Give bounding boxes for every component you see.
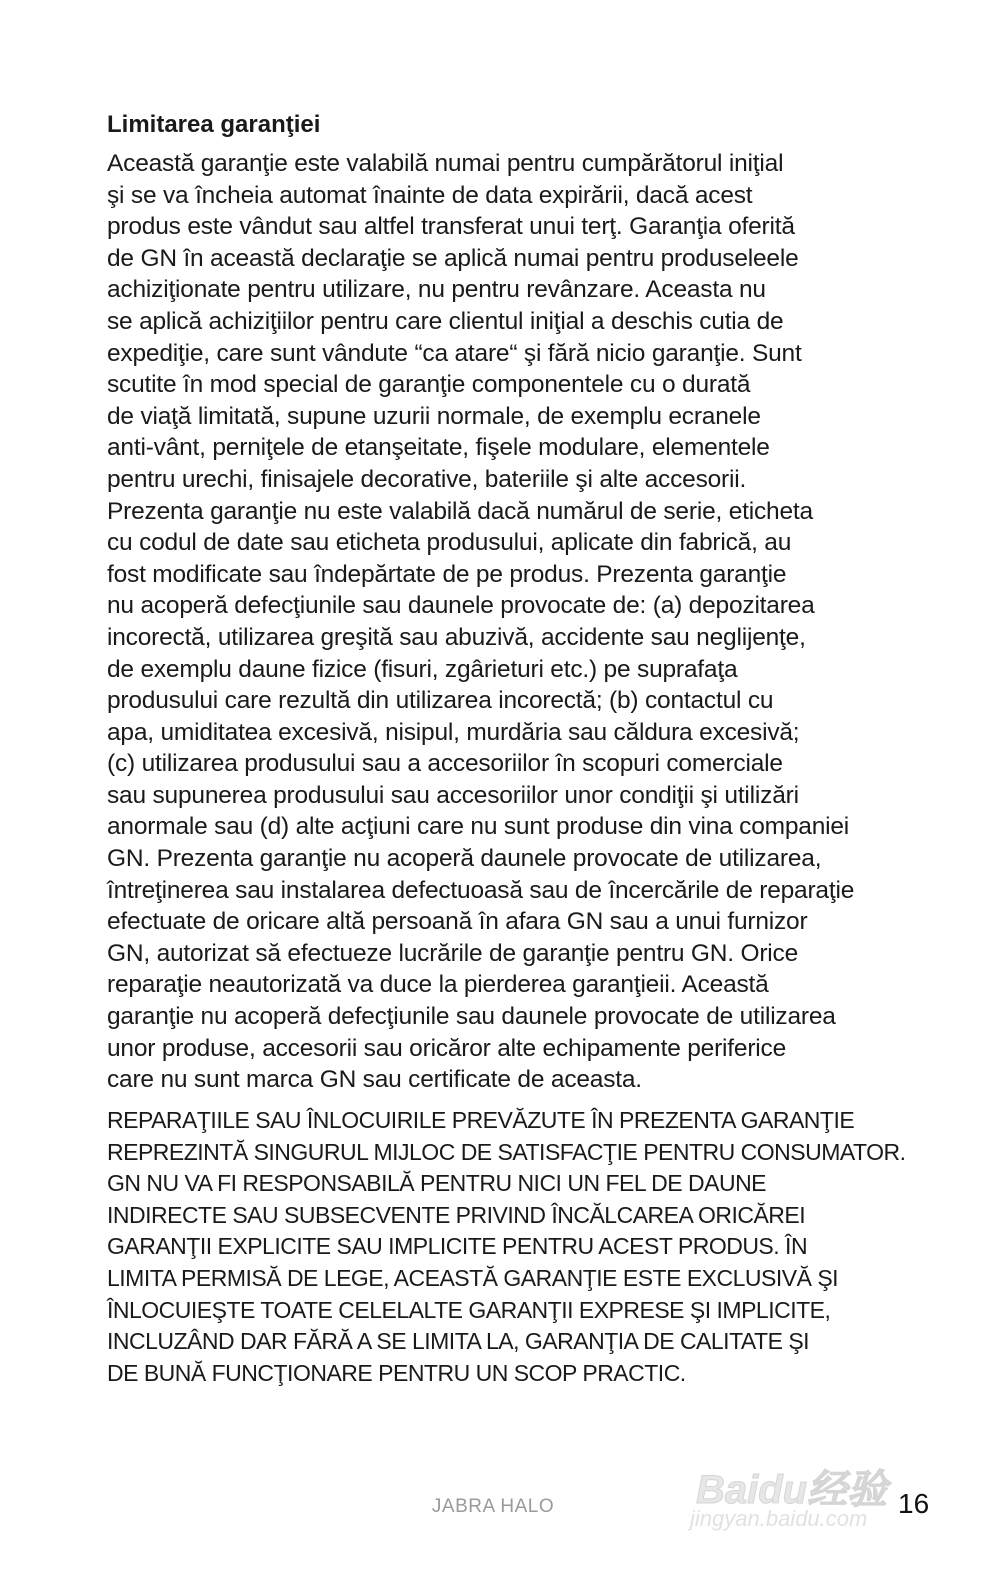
paragraph-line: fost modificate sau îndepărtate de pe produs. Prezenta garanţie	[107, 560, 787, 588]
disclaimer-line: DE BUNĂ FUNCŢIONARE PENTRU UN SCOP PRACTIC.	[107, 1359, 686, 1386]
paragraph-line: unor produse, accesorii sau oricăror alte echipamente periferice	[107, 1034, 787, 1062]
warranty-paragraph	[107, 148, 887, 1096]
disclaimer-line: GN NU VA FI RESPONSABILĂ PENTRU NICI UN FEL DE DAUNE	[107, 1170, 767, 1197]
disclaimer-line: INDIRECTE SAU SUBSECVENTE PRIVIND ÎNCĂLCAREA ORICĂREI	[107, 1201, 806, 1228]
paragraph-line: efectuate de oricare altă persoană în afara GN sau a unui furnizor	[107, 908, 808, 936]
disclaimer-paragraph	[107, 1105, 906, 1389]
paragraph-line: GN, autorizat să efectueze lucrările de garanţie pentru GN. Orice	[107, 939, 799, 967]
paragraph-line: GN. Prezenta garanţie nu acoperă daunele provocate de utilizarea,	[107, 845, 822, 873]
paragraph-line: care nu sunt marca GN sau certificate de aceasta.	[107, 1066, 642, 1094]
paragraph-line: anormale sau (d) alte acţiuni care nu sunt produse din vina companiei	[107, 813, 850, 841]
paragraph-line: pentru urechi, finisajele decorative, bateriile şi alte accesorii.	[107, 465, 747, 493]
paragraph-line: garanţie nu acoperă defecţiunile sau daunele provocate de utilizarea	[107, 1003, 836, 1031]
paragraph-line: produs este vândut sau altfel transferat unui terţ. Garanţia oferită	[107, 213, 795, 241]
footer-brand: JABRA HALO	[431, 1496, 555, 1517]
paragraph-line: anti-vânt, perniţele de etanşeitate, fişele modulare, elementele	[107, 434, 770, 462]
paragraph-line: Această garanţie este valabilă numai pentru cumpărătorul iniţial	[107, 150, 784, 177]
page-number: 16	[898, 1488, 930, 1519]
watermark-logo-text: Baidu经验	[696, 1468, 888, 1512]
watermark-url: jingyan.baidu.com	[690, 1506, 868, 1531]
watermark-logo	[690, 1420, 920, 1540]
paragraph-line: sau supunerea produsului sau accesoriilor unor condiţii şi utilizări	[107, 781, 799, 809]
paragraph-line: apa, umiditatea excesivă, nisipul, murdăria sau căldura excesivă;	[107, 718, 800, 746]
paragraph-line: se aplică achiziţiilor pentru care clientul iniţial a deschis cutia de	[107, 307, 784, 335]
disclaimer-line: REPREZINTĂ SINGURUL MIJLOC DE SATISFACŢIE PENTRU CONSUMATOR.	[107, 1138, 906, 1165]
disclaimer-line: LIMITA PERMISĂ DE LEGE, ACEASTĂ GARANŢIE ESTE EXCLUSIVĂ ŞI	[107, 1264, 839, 1291]
disclaimer-line: INCLUZÂND DAR FĂRĂ A SE LIMITA LA, GARANŢIA DE CALITATE ŞI	[107, 1328, 810, 1355]
disclaimer-line: REPARAŢIILE SAU ÎNLOCUIRILE PREVĂZUTE ÎN PREZENTA GARANŢIE	[107, 1107, 855, 1133]
paragraph-line: expediţie, care sunt vândute “ca atare“ şi fără nicio garanţie. Sunt	[107, 339, 802, 367]
paragraph-line: întreţinerea sau instalarea defectuoasă sau de încercările de reparaţie	[107, 876, 855, 904]
disclaimer-line: ÎNLOCUIEŞTE TOATE CELELALTE GARANŢII EXPRESE ŞI IMPLICITE,	[107, 1296, 831, 1323]
paragraph-line: reparaţie neautorizată va duce la pierderea garanţieii. Această	[107, 971, 769, 999]
paragraph-line: de GN în această declaraţie se aplică numai pentru produseleele	[107, 244, 799, 272]
paragraph-line: nu acoperă defecţiunile sau daunele provocate de: (a) depozitarea	[107, 592, 815, 620]
paragraph-line: şi se va încheia automat înainte de data expirării, dacă acest	[107, 181, 753, 209]
paragraph-line: achiziţionate pentru utilizare, nu pentru revânzare. Aceasta nu	[107, 276, 766, 304]
paragraph-line: de viaţă limitată, supune uzurii normale, de exemplu ecranele	[107, 402, 761, 430]
paragraph-line: (c) utilizarea produsului sau a accesoriilor în scopuri comerciale	[107, 750, 783, 778]
paragraph-line: Prezenta garanţie nu este valabilă dacă numărul de serie, eticheta	[107, 497, 813, 525]
paragraph-line: produsului care rezultă din utilizarea incorectă; (b) contactul cu	[107, 687, 774, 715]
paragraph-line: incorectă, utilizarea greşită sau abuzivă, accidente sau neglijenţe,	[107, 623, 806, 651]
paragraph-line: cu codul de date sau eticheta produsului, aplicate din fabrică, au	[107, 529, 792, 557]
section-heading: Limitarea garanţiei	[107, 111, 321, 138]
paragraph-line: de exemplu daune fizice (fisuri, zgârieturi etc.) pe suprafaţa	[107, 655, 738, 683]
paragraph-line: scutite în mod special de garanţie componentele cu o durată	[107, 371, 751, 399]
disclaimer-line: GARANŢII EXPLICITE SAU IMPLICITE PENTRU ACEST PRODUS. ÎN	[107, 1233, 808, 1260]
